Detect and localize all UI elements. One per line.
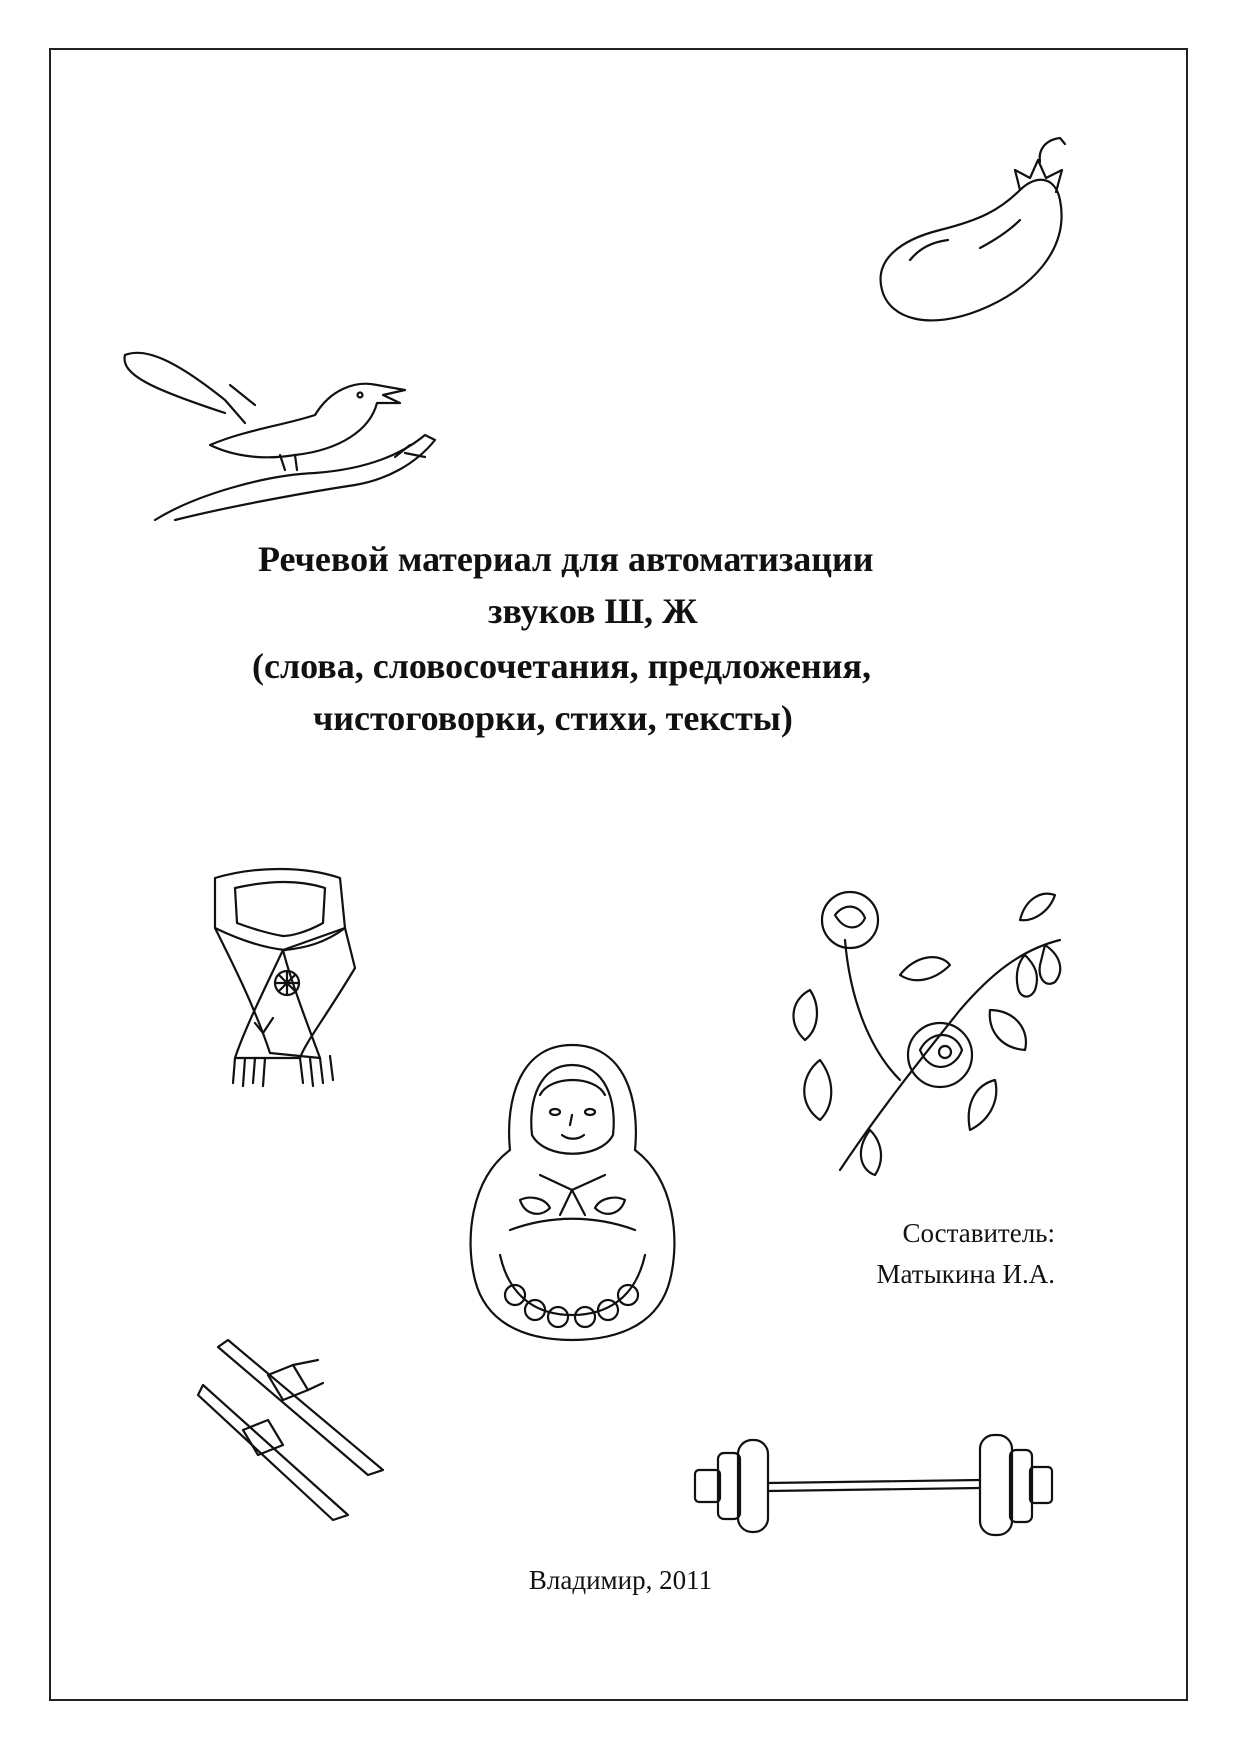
title-line-4: чистоговорки, стихи, тексты) (313, 698, 793, 738)
compiler-label: Составитель: (902, 1218, 1055, 1248)
skis-drawing (198, 1335, 398, 1525)
matryoshka-drawing (460, 1040, 685, 1345)
barbell-drawing (680, 1425, 1070, 1550)
rose-branch-drawing (790, 880, 1080, 1180)
title-line-3: (слова, словосочетания, предложения, (252, 646, 871, 686)
eggplant-drawing (870, 130, 1080, 340)
scarf-drawing (195, 868, 370, 1093)
compiler-block (877, 1213, 1055, 1294)
imprint-city-year: Владимир, 2011 (528, 1565, 713, 1595)
compiler-name: Матыкина И.А. (876, 1258, 1055, 1289)
title-line-1: Речевой материал для автоматизации (258, 539, 874, 579)
title-line-2: звуков Ш, Ж (488, 591, 698, 631)
bird-on-branch-drawing (115, 345, 445, 520)
